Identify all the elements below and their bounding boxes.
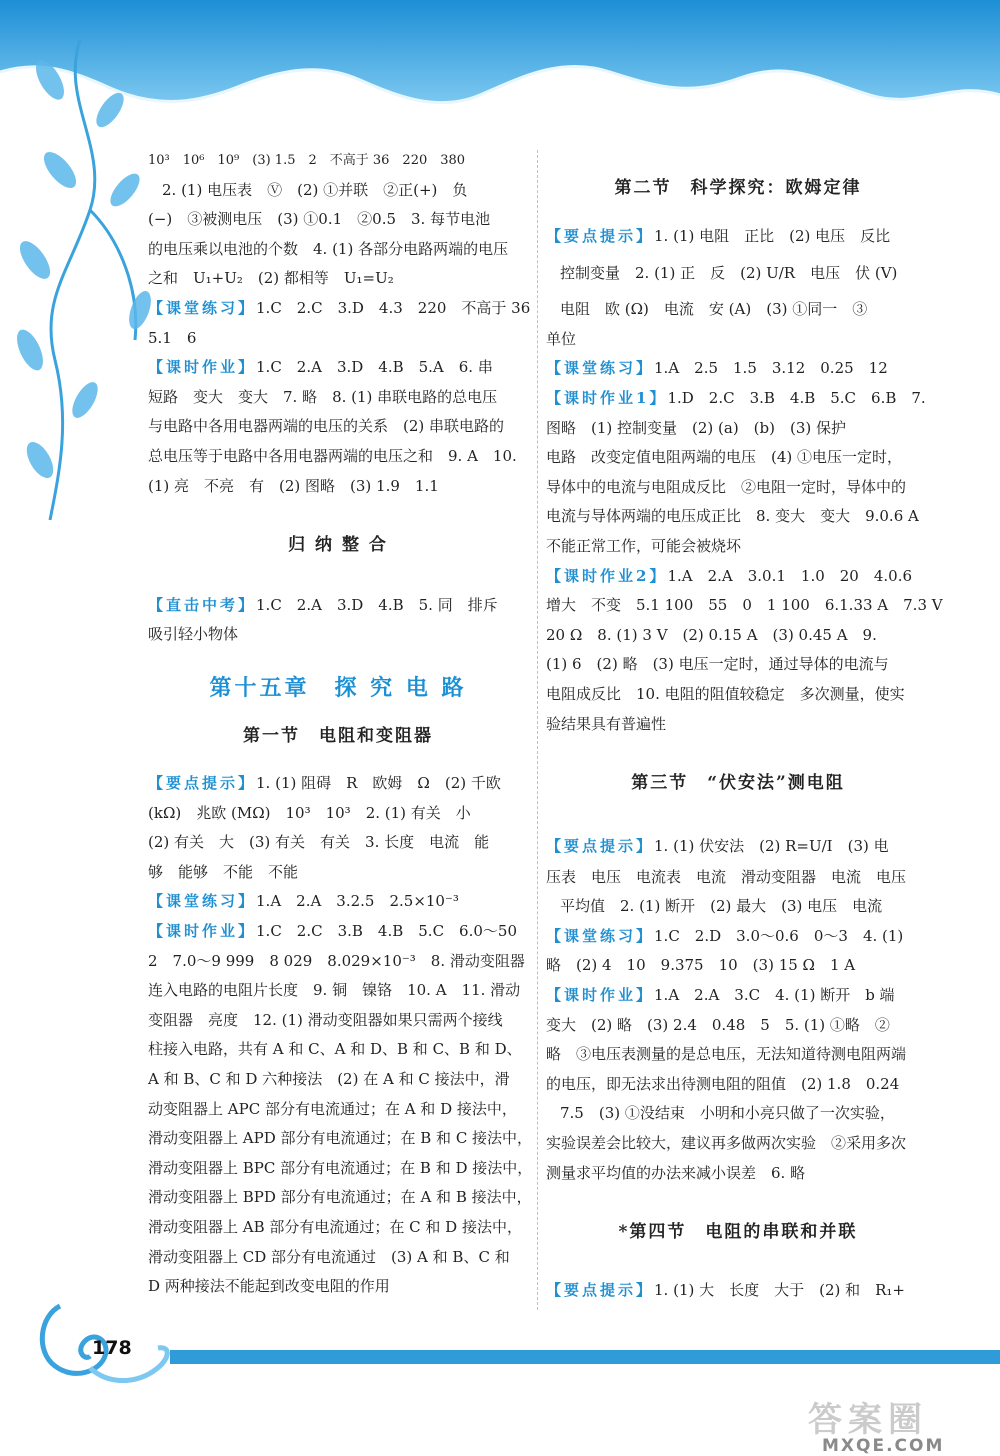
text-line: 滑动变阻器上 BPC 部分有电流通过；在 B 和 D 接法中， [148, 1158, 533, 1177]
text-line: 电路 改变定值电阻两端的电压 (4) ①电压一定时， [546, 448, 903, 467]
text-line: 1.C 2.C 3.D 4.3 220 不高于 36 [256, 298, 531, 317]
watermark-site: MXQE.COM [822, 1436, 945, 1456]
text-line: 的电压乘以电池的个数 4. (1) 各部分电路两端的电压 [148, 239, 509, 258]
answer-block [148, 887, 528, 917]
section-tag: 【课时作业2】 [546, 566, 668, 585]
text-line: 20 Ω 8. (1) 3 V (2) 0.15 A (3) 0.45 A 9. [546, 625, 877, 644]
text-line: A 和 B、C 和 D 六种接法 (2) 在 A 和 C 接法中，滑 [148, 1070, 510, 1089]
text-line: 滑动变阻器上 AB 部分有电流通过；在 C 和 D 接法中， [148, 1218, 522, 1236]
answer-block [546, 829, 930, 863]
right-column [546, 146, 943, 1305]
text-line: (−) ③被测电压 (3) ①0.1 ②0.5 3. 每节电池 [148, 210, 491, 229]
text-line: 10³ 10⁶ 10⁹ (3) 1.5 2 不高于 36 220 380 [148, 153, 466, 168]
text-line: 5.1 6 [148, 328, 197, 347]
text-line: 变大 (2) 略 (3) 2.4 0.48 5 5. (1) ①略 ② [546, 1015, 890, 1034]
text-line: 1. (1) 大 长度 大于 (2) 和 R₁+ [654, 1280, 906, 1299]
answer-block [546, 1276, 930, 1306]
text-line: 1.A 2.A 3.0.1 1.0 20 4.0.6 [667, 566, 913, 585]
answer-block [546, 981, 930, 1011]
text-line: 1.A 2.A 3.C 4. (1) 断开 b 端 [654, 986, 895, 1005]
text-line: 1.C 2.A 3.D 4.B 5.A 6. 串 [256, 358, 493, 377]
section-title: 第二节 科学探究：欧姆定律 [614, 178, 862, 198]
section-tag: 【要点提示】 [546, 226, 655, 245]
section-tag: 【课堂练习】 [546, 359, 655, 378]
text-line: 不能正常工作，可能会被烧坏 [546, 536, 742, 555]
text-line: 够 能够 不能 不能 [148, 862, 299, 881]
text-line: 1.C 2.D 3.0～0.6 0～3 4. (1) [654, 926, 904, 945]
answer-block [148, 353, 528, 383]
text-line: 电阻成反比 10. 电阻的阻值较稳定 多次测量，使实 [546, 684, 905, 703]
text-line: 测量求平均值的办法来减小误差 6. 略 [546, 1163, 806, 1182]
text-line: 柱接入电路，共有 A 和 C、A 和 D、B 和 C、B 和 D、 [148, 1040, 522, 1059]
text-line: 连入电路的电阻片长度 9. 铜 镍铬 10. A 11. 滑动 [148, 981, 521, 1000]
section-tag: 【课堂练习】 [148, 298, 257, 317]
text-line: 略 (2) 4 10 9.375 10 (3) 15 Ω 1 A [546, 956, 856, 975]
answer-block [148, 917, 528, 947]
answer-block [546, 922, 930, 952]
page-number: 178 [92, 1337, 132, 1359]
text-line: 2. (1) 电压表 Ⓥ (2) ①并联 ②正(+) 负 [162, 180, 468, 199]
text-line: 动变阻器上 APC 部分有电流通过；在 A 和 D 接法中， [148, 1099, 517, 1118]
text-line: (1) 亮 不亮 有 (2) 图略 (3) 1.9 1.1 [148, 476, 439, 495]
text-line: 单位 [546, 329, 577, 348]
section-tag: 【要点提示】 [546, 836, 655, 855]
answer-block [546, 222, 930, 252]
section-tag: 【课堂练习】 [148, 892, 257, 911]
text-line: 压表 电压 电流表 电流 滑动变阻器 电流 电压 [546, 867, 907, 886]
text-line: 滑动变阻器上 CD 部分有电流通过 (3) A 和 B、C 和 [148, 1247, 510, 1266]
left-column [148, 146, 533, 1302]
section-tag: 【课时作业】 [148, 358, 257, 377]
text-line: 实验误差会比较大，建议再多做两次实验 ②采用多次 [546, 1134, 907, 1153]
text-line: 增大 不变 5.1 100 55 0 1 100 6.1.33 A 7.3 V [546, 596, 943, 615]
text-line: 电流与导体两端的电压成正比 8. 变大 变大 9.0.6 A [546, 507, 919, 526]
text-line: 1.C 2.A 3.D 4.B 5. 同 排斥 [256, 595, 498, 614]
answer-block [148, 294, 531, 324]
text-line: 7.5 (3) ①没结束 小明和小亮只做了一次实验， [560, 1104, 895, 1123]
answer-block [546, 384, 930, 414]
text-line: 之和 U₁+U₂ (2) 都相等 U₁=U₂ [148, 269, 394, 288]
answer-block [148, 591, 528, 621]
answer-block [546, 354, 930, 384]
text-line: 平均值 2. (1) 断开 (2) 最大 (3) 电压 电流 [560, 897, 883, 916]
section-tag: 【课时作业】 [148, 922, 257, 941]
text-line: 总电压等于电路中各用电器两端的电压之和 9. A 10. [148, 446, 517, 465]
text-line: 导体中的电流与电阻成反比 ②电阻一定时，导体中的 [546, 477, 907, 496]
watermark-logo: 答案圈 [808, 1400, 928, 1440]
text-line: 控制变量 2. (1) 正 反 (2) U/R 电压 伏 (V) [560, 264, 898, 283]
text-line: 验结果具有普遍性 [546, 714, 667, 733]
text-line: 1. (1) 伏安法 (2) R=U/I (3) 电 [654, 836, 889, 855]
text-line: D 两种接法不能起到改变电阻的作用 [148, 1277, 390, 1296]
text-line: 滑动变阻器上 APD 部分有电流通过；在 B 和 C 接法中， [148, 1129, 533, 1148]
section-tag: 【要点提示】 [148, 774, 257, 793]
text-line: (kΩ) 兆欧 (MΩ) 10³ 10³ 2. (1) 有关 小 [148, 803, 471, 822]
text-line: 1. (1) 阻碍 R 欧姆 Ω (2) 千欧 [256, 774, 501, 793]
section-tag: 【课时作业】 [546, 986, 655, 1005]
text-line: (2) 有关 大 (3) 有关 有关 3. 长度 电流 能 [148, 833, 490, 852]
text-line: 图略 (1) 控制变量 (2) (a) (b) (3) 保护 [546, 418, 847, 437]
text-line: 吸引轻小物体 [148, 625, 239, 644]
text-line: 1.D 2.C 3.B 4.B 5.C 6.B 7. [667, 388, 926, 407]
section-tag: 【要点提示】 [546, 1280, 655, 1299]
summary-heading: 归 纳 整 合 [288, 535, 388, 556]
text-line: 2 7.0～9 999 8 029 8.029×10⁻³ 8. 滑动变阻器 [148, 951, 525, 970]
text-line: 1.A 2.5 1.5 3.12 0.25 12 [654, 359, 888, 378]
section-tag: 【直击中考】 [148, 595, 257, 614]
text-line: 1. (1) 电阻 正比 (2) 电压 反比 [654, 226, 891, 245]
text-line: 短路 变大 变大 7. 略 8. (1) 串联电路的总电压 [148, 387, 498, 406]
column-divider [537, 150, 538, 1310]
vine-decoration [0, 40, 170, 520]
text-line: 电阻 欧 (Ω) 电流 安 (A) (3) ①同一 ③ [560, 300, 868, 319]
text-line: 滑动变阻器上 BPD 部分有电流通过；在 A 和 B 接法中， [148, 1188, 532, 1207]
section-tag: 【课时作业1】 [546, 388, 668, 407]
text-line: 的电压，即无法求出待测电阻的阻值 (2) 1.8 0.24 [546, 1074, 900, 1093]
text-line: 1.C 2.C 3.B 4.B 5.C 6.0～50 [256, 922, 517, 941]
text-line: 变阻器 亮度 12. (1) 滑动变阻器如果只需两个接线 [148, 1010, 503, 1029]
footer-bar [170, 1350, 1000, 1364]
section-title: *第四节 电阻的串联和并联 [618, 1222, 858, 1243]
text-line: 与电路中各用电器两端的电压的关系 (2) 串联电路的 [148, 417, 505, 436]
answer-block [546, 562, 930, 592]
chapter-title: 第十五章 探 究 电 路 [209, 675, 467, 701]
section-tag: 【课堂练习】 [546, 926, 655, 945]
section-title: 第一节 电阻和变阻器 [243, 725, 433, 746]
text-line: (1) 6 (2) 略 (3) 电压一定时，通过导体的电流与 [546, 655, 889, 674]
answer-block [148, 769, 528, 799]
text-line: 略 ③电压表测量的是总电压，无法知道待测电阻两端 [546, 1045, 907, 1064]
text-line: 1.A 2.A 3.2.5 2.5×10⁻³ [256, 892, 459, 911]
section-title: 第三节 “伏安法”测电阻 [631, 773, 845, 794]
